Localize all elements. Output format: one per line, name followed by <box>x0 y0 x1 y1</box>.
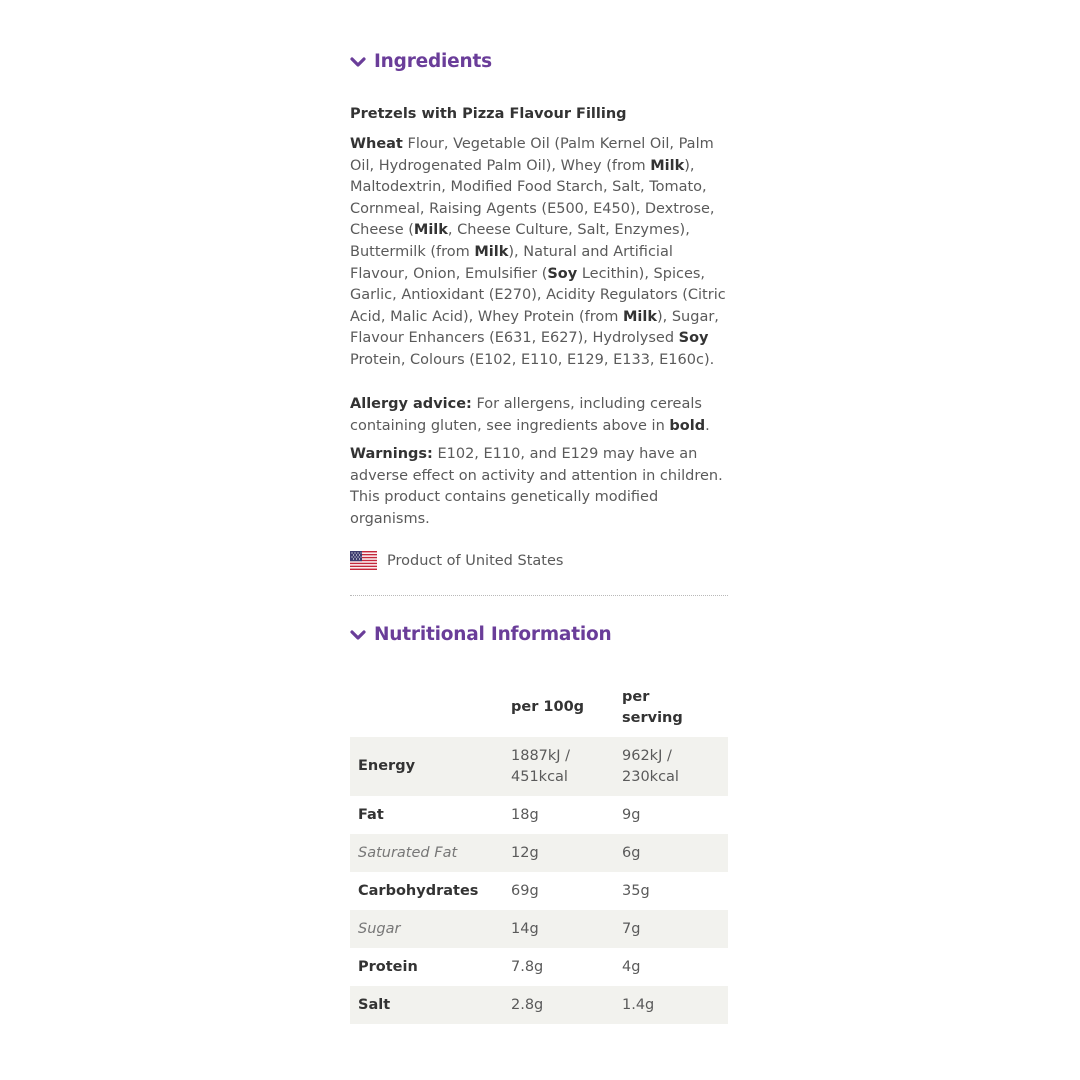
value-per-100g: 18g <box>511 806 539 823</box>
text-run: , Cheese Culture, Salt, Enzymes), Buttermilk (from <box>350 222 690 260</box>
text-run: Lecithin), Spices, Garlic, Antioxidant (E270), Acidity Regulators (Citric Acid, Malic Acid), Whey Protein (from <box>350 265 726 325</box>
allergy-advice <box>350 394 728 437</box>
text-run: . <box>705 417 710 434</box>
value-per-100g: 14g <box>503 910 614 948</box>
value-per-100g: 2.8g <box>503 986 614 1024</box>
nutrient-name: Saturated Fat <box>350 834 503 872</box>
nutrient-name: Protein <box>358 958 418 975</box>
value-per-serving: 9g <box>622 806 641 823</box>
nutrition-row <box>350 910 728 948</box>
value-per-serving: 35g <box>622 882 650 899</box>
nutrition-col-label <box>350 678 503 737</box>
bold-term: Soy <box>547 265 578 282</box>
nutrition-row <box>350 737 728 796</box>
text-run: ), Natural and Artificial Flavour, Onion, Emulsifier ( <box>350 243 673 282</box>
value-per-100g: 7.8g <box>511 958 544 975</box>
text-run: Protein, Colours (E102, E110, E129, E133, E160c). <box>350 351 715 368</box>
bold-term: Milk <box>650 157 685 174</box>
value-per-serving: 4g <box>622 958 641 975</box>
nutrition-heading: Nutritional Information <box>374 624 612 645</box>
country-of-origin <box>350 551 563 570</box>
value-per-serving: 7g <box>614 910 728 948</box>
bold-term: Milk <box>413 222 448 239</box>
warnings-text <box>350 444 728 530</box>
text-run: For allergens, including cereals containing gluten, see ingredients above in <box>350 396 702 434</box>
nutrition-col-per100g: per 100g <box>511 699 585 715</box>
ingredients-heading: Ingredients <box>374 51 492 72</box>
bold-term: Milk <box>474 243 509 260</box>
origin-label: Product of United States <box>387 552 564 569</box>
product-name: Pretzels with Pizza Flavour Filling <box>350 106 627 122</box>
value-per-serving: 1.4g <box>614 986 728 1024</box>
nutrition-header-row <box>350 678 728 737</box>
nutrition-table <box>350 678 728 1024</box>
nutrition-row <box>350 986 728 1024</box>
bold-term: Allergy advice: <box>350 396 472 412</box>
per-serving-label: per serving <box>622 688 683 726</box>
ingredients-toggle[interactable] <box>350 51 492 72</box>
value-per-serving: 962kJ / 230kcal <box>614 737 728 796</box>
text-run: E102, E110, and E129 may have an adverse effect on activity and attention in children. This product contains genetically modified organisms. <box>350 446 723 527</box>
bold-term: bold <box>669 417 706 434</box>
nutrition-row <box>350 796 728 834</box>
nutrition-rows <box>350 737 728 1024</box>
nutrient-name: Carbohydrates <box>358 882 479 899</box>
nutrition-row <box>350 948 728 986</box>
section-divider <box>350 595 728 596</box>
bold-term: Soy <box>678 330 709 347</box>
value-per-100g: 1887kJ / 451kcal <box>503 737 614 796</box>
chevron-down-icon <box>350 56 366 68</box>
bold-term: Warnings: <box>350 446 433 462</box>
text-run: Flour, Vegetable Oil (Palm Kernel Oil, Palm Oil, Hydrogenated Palm Oil), Whey (from <box>350 136 714 174</box>
nutrition-toggle[interactable] <box>350 624 611 645</box>
text-run: ), Maltodextrin, Modified Food Starch, Salt, Tomato, Cornmeal, Raising Agents (E500, E450), Dextrose, Cheese ( <box>350 157 715 239</box>
bold-term: Milk <box>622 308 657 325</box>
value-per-100g: 69g <box>511 882 539 899</box>
value-per-serving: 6g <box>614 834 728 872</box>
nutrition-row <box>350 872 728 910</box>
nutrition-col-per-serving <box>614 678 728 737</box>
nutrient-name: Sugar <box>350 910 503 948</box>
value-per-100g: 12g <box>503 834 614 872</box>
nutrition-row <box>350 834 728 872</box>
nutrient-name: Fat <box>358 806 384 823</box>
chevron-down-icon <box>350 629 366 641</box>
us-flag-icon <box>350 551 377 570</box>
ingredients-list <box>350 134 728 372</box>
text-run: ), Sugar, Flavour Enhancers (E631, E627), Hydrolysed <box>350 308 719 347</box>
nutrient-name: Salt <box>350 986 503 1024</box>
bold-term: Wheat <box>350 136 403 152</box>
nutrient-name: Energy <box>350 737 503 796</box>
